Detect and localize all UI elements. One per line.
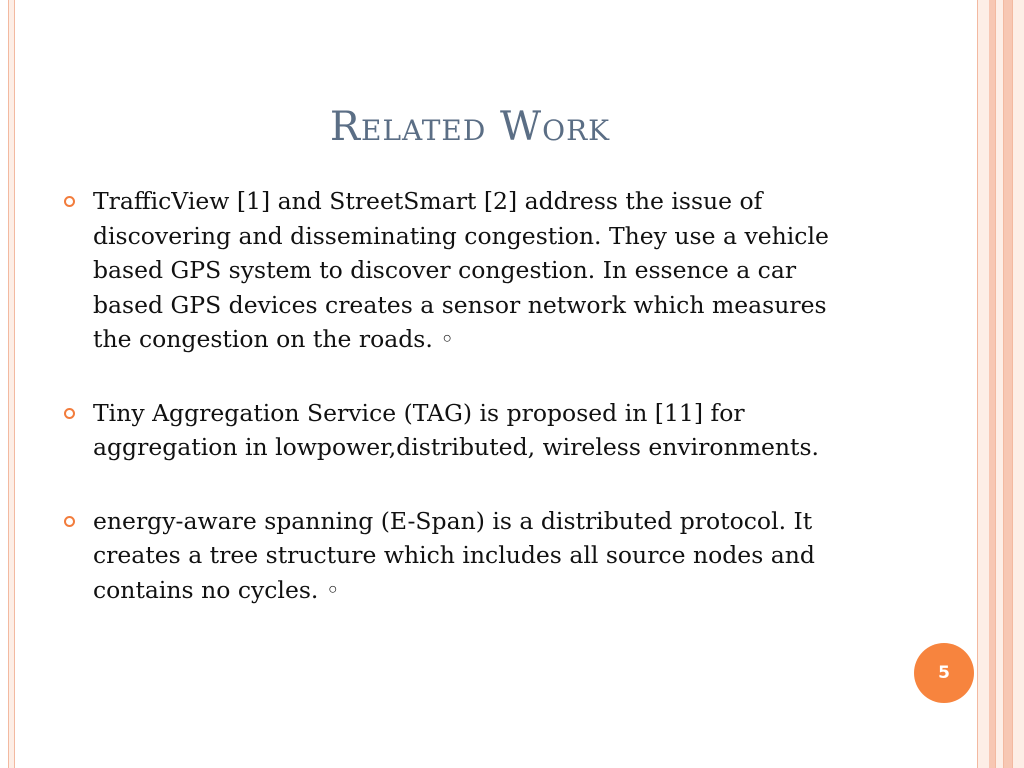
bullet-text: energy-aware spanning (E-Span) is a distributed protocol. It creates a tree structure which includes all source nodes and contains no cycles. ◦	[93, 506, 815, 604]
right-border-stripe	[1004, 0, 1012, 768]
bullet-item	[62, 504, 862, 608]
bullet-list	[62, 184, 862, 646]
slide-title: Related Work	[329, 104, 611, 150]
bullet-item	[62, 184, 862, 357]
right-border-stripe	[977, 0, 989, 768]
circle-bullet-icon	[64, 408, 75, 419]
bullet-text: Tiny Aggregation Service (TAG) is proposed in [11] for aggregation in lowpower,distributed, wireless environments.	[93, 398, 819, 461]
page-number-badge: 5	[914, 643, 974, 703]
circle-bullet-icon	[64, 516, 75, 527]
right-border-stripe	[1012, 0, 1024, 768]
circle-bullet-icon	[64, 196, 75, 207]
bullet-text: TrafficView [1] and StreetSmart [2] address the issue of discovering and disseminating congestion. They use a vehicle based GPS system to discover congestion. In essence a car based GPS devices creates a sensor network which measures the congestion on the roads. ◦	[93, 187, 829, 353]
right-border-stripe	[995, 0, 1004, 768]
bullet-item	[62, 396, 862, 465]
